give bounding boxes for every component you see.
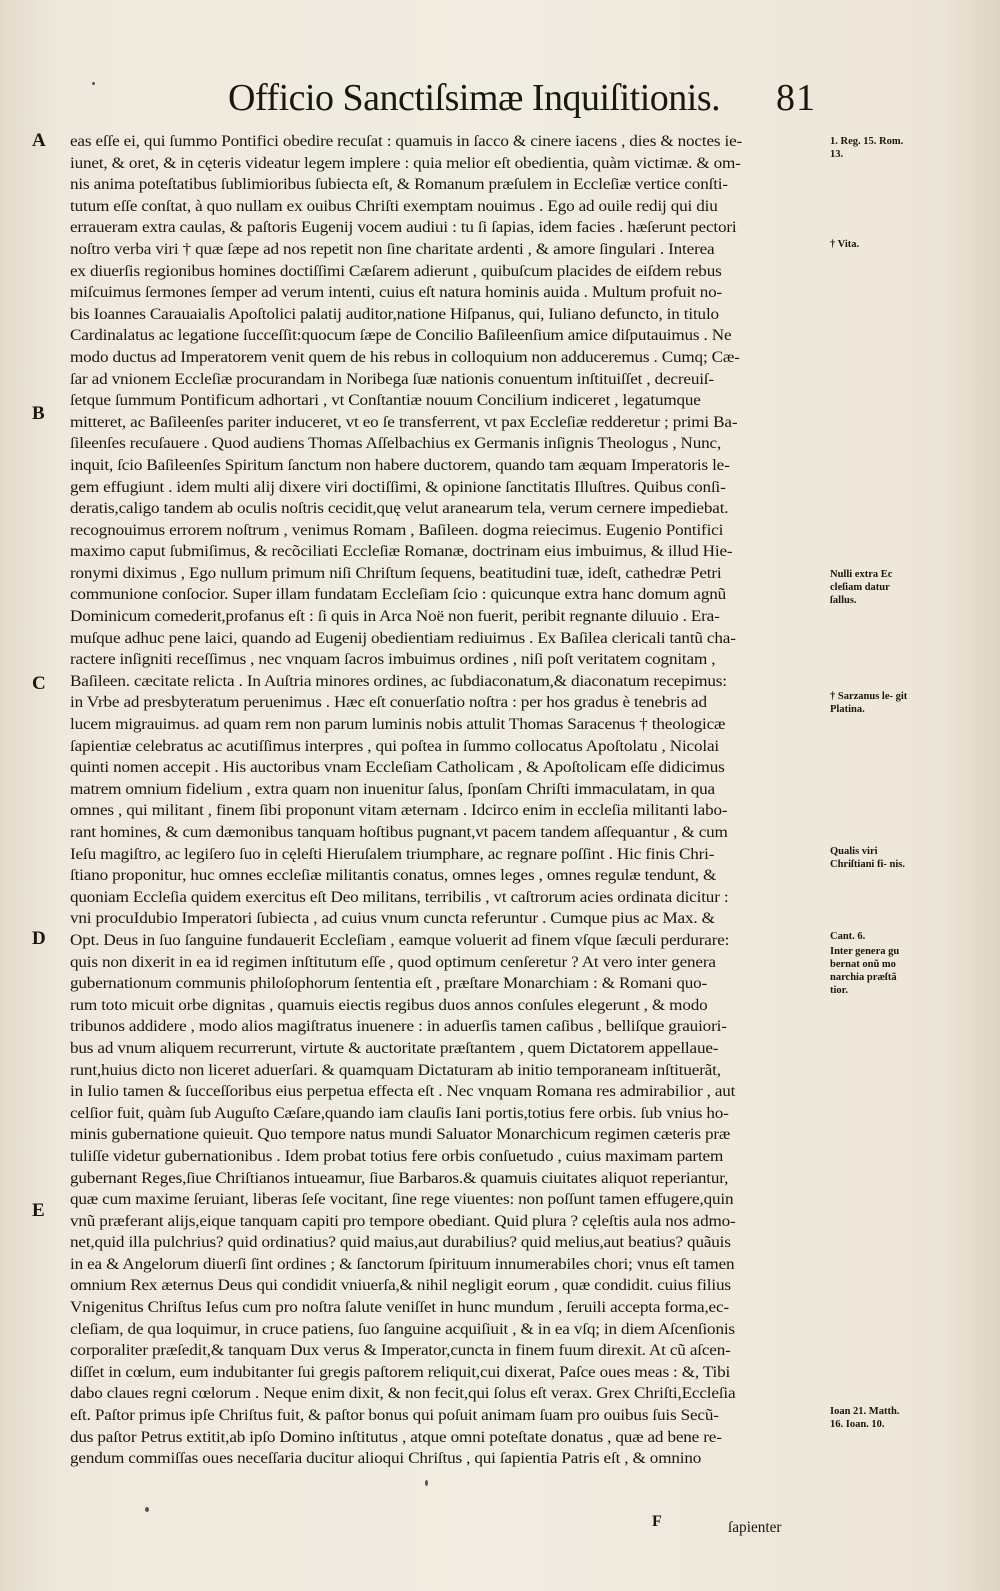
text-line: tribunos addidere , modo alios magiſtratus inuenere : in aduerſis tamen caſibus , belliſque grauiori- (70, 1018, 727, 1036)
text-line: recognouimus errorem noſtrum , venimus Romam , Baſileen. dogma reiecimus. Eugenio Pontifici (70, 521, 724, 539)
text-line: net,quid illa pulchrius? quid ordinatius? quid maius,aut durabilius? quid melius,aut beatius? quãuis (70, 1234, 731, 1252)
text-line: quinti nomen accepit . His auctoribus vnam Eccleſiam Catholicam , & Apoſtolicam eſſe didicimus (70, 759, 725, 777)
ink-speck (92, 82, 95, 85)
text-line: in ea & Angelorum diuerſi ſint ordines ; & ſanctorum ſpirituum innumerabiles chori; vnus eſt tamen (70, 1255, 735, 1273)
text-line: ſtiano proponitur, huc omnes eccleſiæ militantis conatus, omnes leges , omnes regulæ tendunt, & (70, 867, 717, 885)
text-line: muſque adhuc pene laici, quando ad Eugenij obedientiam rediuimus . Ex Baſilea clericali tantũ cha- (70, 629, 736, 647)
text-line: modo ductus ad Imperatorem venit quem de his rebus in colloquium non adduceremus . Cumq; Cæ- (70, 348, 740, 366)
text-line: runt,huius dicto non liceret aduerſari. & quamquam Dictaturam ab initio temporaneam inſtituerãt, (70, 1061, 721, 1079)
text-line: maximo caput ſubmiſimus, & recõciliati Eccleſiæ Romanæ, doctrinam eius imbuimus, & illud Hie- (70, 543, 733, 561)
margin-note: † Sarzanus le- git Platina. (830, 691, 908, 715)
text-line: vni procuIdubio Imperatori ſubiecta , ad cuius vnum cuncta referuntur . Cumque pius ac Max. & (70, 910, 715, 928)
text-line: rant homines, & cum dæmonibus tanquam hoſtibus pugnant,vt pacem tandem aſſequantur , & cum (70, 824, 728, 841)
section-letter-a: A (32, 130, 46, 151)
text-line: eſt. Paſtor primus ipſe Chriſtus fuit, & paſtor bonus qui poſuit animam ſuam pro ouibus ſuis Secũ- (70, 1407, 719, 1425)
text-line: deratis,caligo tandem ab oculis noſtris cecidit,quę velut aranearum tela, verum cernere impediebat. (70, 500, 729, 518)
signature-mark: F (652, 1513, 662, 1530)
catchword: ſapienter (728, 1519, 782, 1536)
text-line: dabo claues regni cœlorum . Neque enim dixit, & non fecit,qui ſolus eſt verax. Grex Chriſti,Eccleſia (70, 1385, 736, 1403)
page-number: 81 (776, 77, 816, 119)
margin-note: Ioan 21. Matth. 16. Ioan. 10. (830, 1406, 900, 1430)
text-line: matrem omnium fidelium , extra quam non inuenitur ſalus, ſponſam Chriſti immaculatam, in qua (70, 780, 715, 798)
body-text (70, 131, 816, 1470)
text-line: vnũ præferant alijs,eique tanquam capiti pro tempore obediant. Quid plura ? cęleſtis aula nos admo- (70, 1212, 736, 1230)
text-line: nis anima poteſtatibus ſublimioribus ſubiecta eſt, & Romanum præſulem in Eccleſiæ vertice conſti- (70, 176, 728, 194)
margin-note: Nulli extra Ec cleſiam datur ſallus. (830, 569, 893, 606)
text-line: lucem migrauimus. ad quam rem non parum luminis nobis attulit Thomas Saracenus † theologicæ (70, 716, 726, 734)
text-line: mitteret, ac Baſileenſes pariter induceret, vt eo ſe transferrent, vt pax Eccleſiæ redderetur ; primi Ba- (70, 413, 738, 431)
text-line: ſileenſes recuſauere . Quod audiens Thomas Aſſelbachius ex Germanis inſignis Theologus , Nunc, (70, 435, 722, 453)
margin-note: Qualis viri Chriſtiani fi- nis. (830, 846, 905, 870)
section-letter-d: D (32, 928, 46, 949)
text-line: Cardinalatus ac legatione ſucceſſit:quocum ſæpe de Concilio Baſileenſium amice diſputauimus . Ne (70, 327, 732, 345)
text-line: quæ cum maxime ſeruiant, liberas ſeſe vocitant, ſine rege viuentes: non poſſunt tamen effugere,quin (70, 1191, 734, 1209)
text-line: cleſiam, de qua loquimur, in cruce patiens, ſuo ſanguine acquiſiuit , & in ea vſq; in diem Aſcenſionis (70, 1320, 735, 1338)
ink-speck (145, 1507, 149, 1512)
text-line: bis Ioannes Carauaialis Apoſtolici palatij auditor,natione Hiſpanus, qui, Iuliano defuncto, in titulo (70, 305, 719, 323)
text-line: eas eſſe ei, qui ſummo Pontifici obedire recuſat : quamuis in ſacco & cinere iacens , dies & noctes ie- (70, 133, 743, 150)
text-line: diſſet in cœlum, eum indubitanter ſui gregis paſtorem reliquit,cui dixerat, Paſce oues meas : &, Tibi (70, 1363, 731, 1381)
text-line: gendum commiſſas oues neceſſaria ducitur alioqui Chriſtus , qui ſapientia Patris eſt , & omnino (70, 1450, 702, 1468)
text-line: dus paſtor Petrus extitit,ab ipſo Domino inſtitutus , atque omni poteſtate donatus , quæ ad bene re- (70, 1428, 722, 1446)
text-line: noſtro verba viri † quæ ſæpe ad nos repetit non ſine charitate ardenti , & amore ſingulari . Interea (70, 240, 715, 258)
text-line: inquit, ſcio Baſileenſes Spiritum ſanctum non habere ductorem, quando tam æquam Imperatoris le- (70, 456, 730, 474)
text-line: Baſileen. cæcitate relicta . In Auſtria minores ordines, ac ſubdiaconatum,& diaconatum recepimus: (70, 672, 727, 690)
margin-note: Inter genera gu bernat onũ mo narchia præſtã tior. (830, 946, 900, 996)
text-line: celſior fuit, quàm ſub Auguſto Cæſare,quando iam clauſis Iani portis,totius fere orbis. ſub vnius ho- (70, 1104, 729, 1122)
text-line: tutum eſſe conſtat, à quo nullam ex ouibus Chriſti exemptam nouimus . Ego ad ouile redij qui diu (70, 197, 718, 215)
text-line: in Iulio tamen & ſucceſſoribus eius perpetua effecta eſt . Nec vnquam Romana res admirabilior , aut (70, 1083, 736, 1101)
text-line: Dominicum comederit,profanus eſt : ſi quis in Arca Noë non fuerit, peribit regnante diluuio . Era- (70, 608, 720, 626)
text-line: minis gubernatione quieuit. Quo tempore natus mundi Saluator Monarchicum regimen cæteris præ (70, 1126, 731, 1144)
margin-note: Cant. 6. (830, 931, 866, 942)
section-letter-b: B (32, 403, 45, 424)
section-letter-e: E (32, 1200, 45, 1221)
text-line: Vnigenitus Chriſtus Ieſus cum pro noſtra ſalute veniſſet in hunc mundum , ſeruili accepta forma,ec- (70, 1299, 729, 1317)
text-line: gubernant Reges,ſiue Chriſtianos intueamur, ſiue Barbaros.& quamuis ciuitates aliquot reperiantur, (70, 1169, 729, 1187)
text-line: omnium Rex æternus Deus qui condidit vniuerſa,& nihil negligit eorum , quæ condidit. cuius filius (70, 1277, 731, 1295)
text-line: ractere inſigniti receſſimus , nec vnquam ſacros imbuimus ordines , niſi poſt veritatem cognitam , (70, 651, 716, 669)
page-header (0, 72, 1000, 132)
text-line: Ieſu magiſtro, ac legiſero ſuo in cęleſti Hieruſalem triumphare, ac regnare poſſint . Hic finis Chri- (70, 845, 715, 863)
text-line: erraueram extra caulas, & paſtoris Eugenij vocem audiui : tu ſi ſapias, idem facies . hæſerunt pectori (70, 219, 737, 237)
text-line: communione conſocior. Super illam fundatam Eccleſiam ſcio : quicunque extra hanc domum agnũ (70, 586, 727, 604)
text-line: gubernationum communis philoſophorum ſententia eſt , præſtare Monarchiam : & Romani quo- (70, 975, 708, 993)
running-head: Officio Sanctiſsimæ Inquiſitionis. (228, 77, 721, 119)
text-line: ſar ad vnionem Eccleſiæ procurandam in Noribega ſuæ nationis conuentum inſtituiſſet , decreuiſ- (70, 370, 714, 388)
margin-note: † Vita. (830, 239, 860, 250)
section-letter-c: C (32, 673, 46, 694)
text-line: quoniam Eccleſia quidem exercitus eſt Deo militans, terribilis , vt caſtrorum acies ordinata dicitur : (70, 888, 729, 906)
text-line: iunet, & oret, & in cęteris videatur legem implere : quia melior eſt obedientia, quàm victimæ. & om- (70, 154, 741, 172)
text-line: miſcuimus ſermones ſemper ad verum intenti, cuius eſt natura hominis auida . Multum profuit no- (70, 284, 723, 302)
ink-speck (425, 1480, 428, 1486)
text-line: tuliſſe videtur gubernationibus . Idem probat totius fere orbis conſuetudo , cuius maximam partem (70, 1147, 724, 1165)
text-line: in Vrbe ad presbyteratum peruenimus . Hæc eſt conuerſatio noſtra : per hos gradus è tenebris ad (70, 694, 707, 712)
text-line: ſetque ſummum Pontificum adhortari , vt Conſtantiæ nouum Concilium indiceret , legatumque (70, 392, 701, 410)
text-line: rum toto micuit orbe dignitas , quamuis eiectis regibus duos annos conſules elegerunt , & modo (70, 996, 708, 1014)
text-line: omnes , qui militant , finem ſibi proponunt vitam æternam . Idcirco enim in eccleſia militanti labo- (70, 802, 728, 820)
text-line: bus ad vnum aliquem recurrerunt, virtute & auctoritate præſtantem , quem Dictatorem appellaue- (70, 1039, 719, 1057)
text-line: gem effugiunt . idem multi alij dixere viri doctiſſimi, & opinione ſanctitatis Illuſtres. Quibus conſi- (70, 478, 726, 496)
text-line: Opt. Deus in ſuo ſanguine fundauerit Eccleſiam , eamque voluerit ad finem vſque ſæculi perdurare: (70, 931, 730, 949)
margin-note: 1. Reg. 15. Rom. 13. (830, 136, 904, 160)
text-line: ex diuerſis regionibus homines doctiſſimi Cæſarem adierunt , quibuſcum placides de eiſdem rebus (70, 262, 722, 280)
text-line: quis non dixerit in ea id regimen inſtitutum eſſe , quod optimum cenſeretur ? At vero inter genera (70, 953, 716, 971)
text-line: ronymi diximus , Ego nullum primum niſi Chriſtum ſequens, beatitudini tuæ, ideſt, cathedræ Petri (70, 564, 722, 582)
text-line: corporaliter præſedit,& tanquam Dux verus & Imperator,cuncta in finem fuum direxit. At cũ aſcen- (70, 1342, 731, 1360)
text-line: ſapientiæ celebratus ac acutiſſimus interpres , qui poſtea in ſummo collocatus Apoſtolatu , Nicolai (70, 737, 720, 755)
